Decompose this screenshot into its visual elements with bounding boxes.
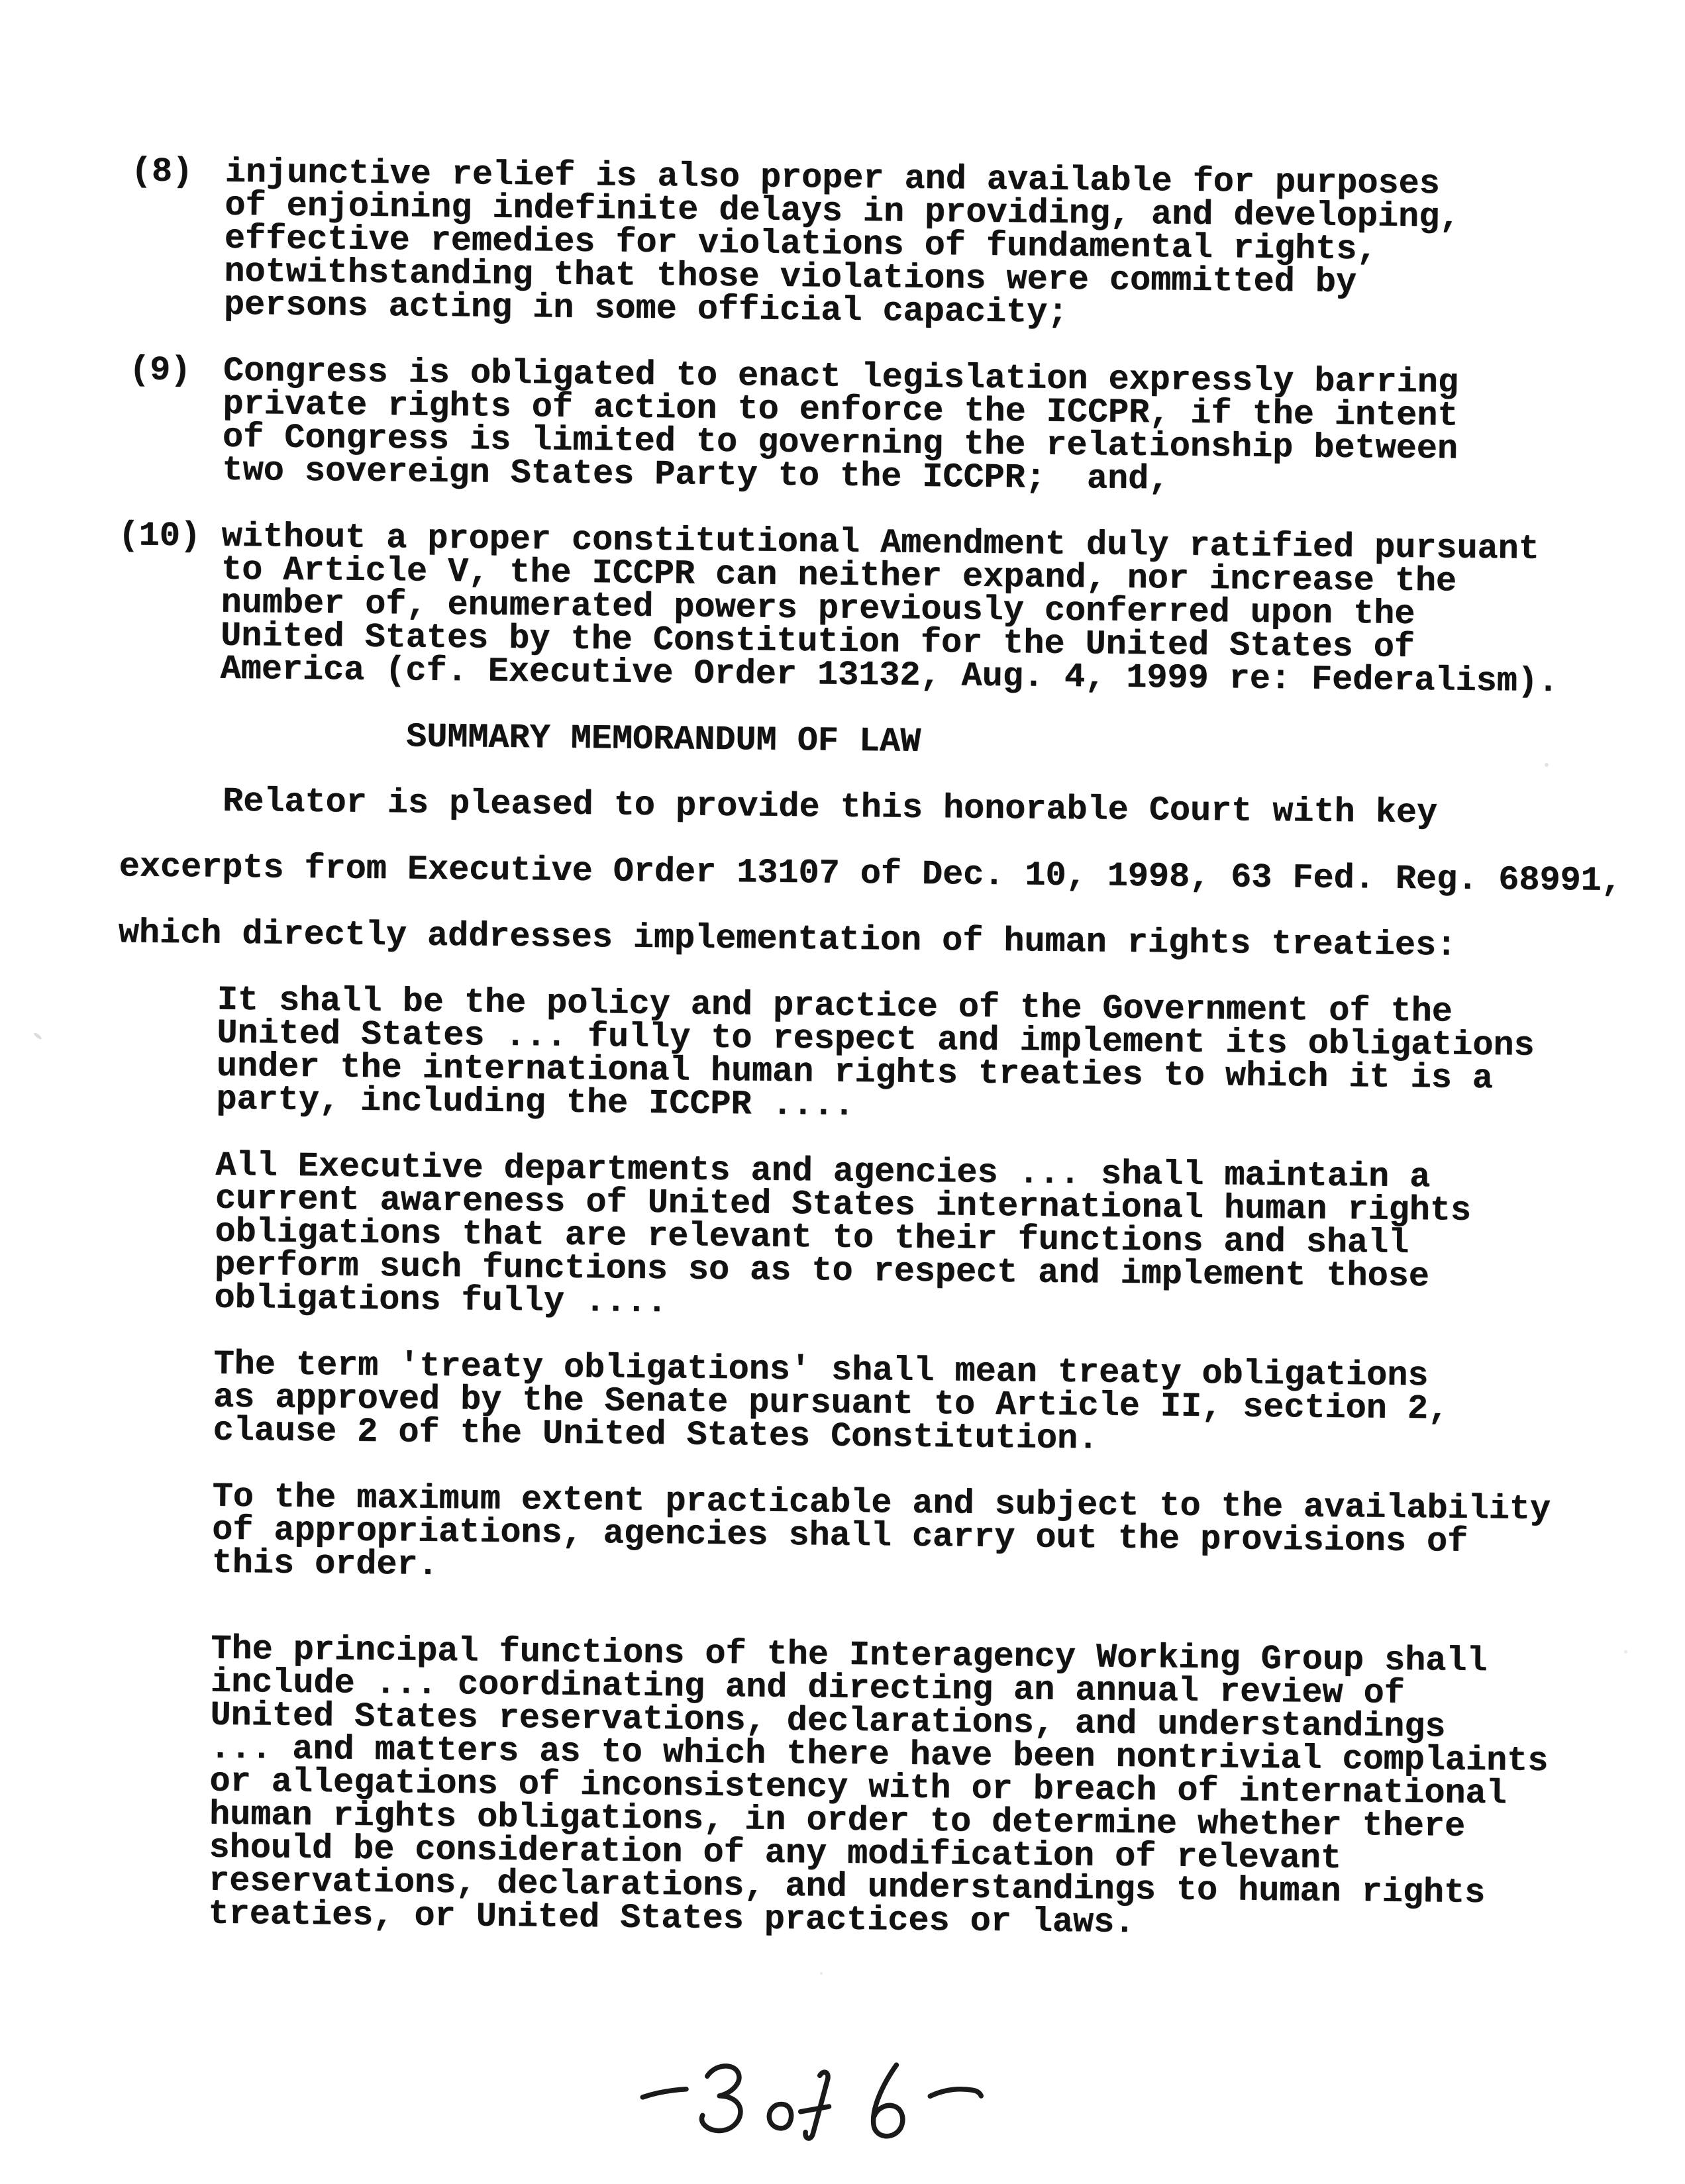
block-quote-1: It shall be the policy and practice of the Government of the United States ... fully to respect and implement its obligations under the international human rights treaties to which it is a party, including the ICCPR .... bbox=[216, 980, 1535, 1125]
photocopy-speck bbox=[1624, 1650, 1627, 1654]
handwritten-page-number bbox=[631, 2032, 1028, 2141]
paragraph-8-label: (8) bbox=[130, 152, 193, 192]
photocopy-speck bbox=[1545, 763, 1549, 767]
handwriting-drawing bbox=[630, 2028, 1029, 2144]
numbered-paragraph-9 bbox=[123, 350, 1462, 499]
numbered-paragraph-10 bbox=[118, 516, 1559, 702]
paragraph-10-text: without a proper constitutional Amendment duly ratified pursuant to Article V, the ICCPR can neither expand, nor increase the number of, enumerated powers previously conferred upon the United States by the Constitution for the United States of America (cf. Executive Order 13132, Aug. 4, 1999 re: Federalism). bbox=[220, 517, 1559, 702]
intro-paragraph: Relator is pleased to provide this honorable Court with key excerpts from Executive Order 13107 of Dec. 10, 1998, 63 Fed. Reg. 68991, which directly addresses implementation of human rights treaties: bbox=[118, 781, 1622, 966]
numbered-paragraph-8 bbox=[125, 152, 1464, 333]
paragraph-9-label: (9) bbox=[128, 350, 191, 391]
quoted-excerpts bbox=[109, 980, 1551, 1942]
block-quote-4: To the maximum extent practicable and subject to the availability of appropriations, agencies shall carry out the provisions of this order. bbox=[211, 1477, 1551, 1585]
paragraph-10-label: (10) bbox=[118, 516, 201, 556]
typewritten-content bbox=[0, 154, 1685, 1944]
block-quote-2: All Executive departments and agencies ... shall maintain a current awareness of United States international human rights obligations that are relevant to their functions and shall perform such functions so as to respect and implement those obligations fully .... bbox=[214, 1146, 1472, 1322]
paragraph-9-text: Congress is obligated to enact legislation expressly barring private rights of action to enforce the ICCPR, if the intent of Congress is limited to governing the relationship between two sovereign States Party to the ICCPR; and, bbox=[222, 351, 1459, 499]
section-heading: SUMMARY MEMORANDUM OF LAW bbox=[405, 717, 921, 762]
block-quote-5: The principal functions of the Interagency Working Group shall include ... coordinating and directing an annual review of United States reservations, declarations, and understandings ... and matters as to which there have been nontrivial complaints or allegations of inconsistency with or breach of international human rights obligations, in order to determine whether there should be consideration of any modification of relevant reservations, declarations, and understandings to human rights treaties, or United States practices or laws. bbox=[208, 1629, 1549, 1942]
paragraph-8-text: injunctive relief is also proper and available for purposes of enjoining indefinite delays in providing, and developing, effective remedies for violations of fundamental rights, notwithstanding that those violations were committed by persons acting in some official capacity; bbox=[223, 152, 1460, 332]
photocopy-speck bbox=[820, 1972, 823, 1975]
block-quote-3: The term 'treaty obligations' shall mean treaty obligations as approved by the Senate pursuant to Article II, section 2, clause 2 of the United States Constitution. bbox=[213, 1344, 1449, 1459]
